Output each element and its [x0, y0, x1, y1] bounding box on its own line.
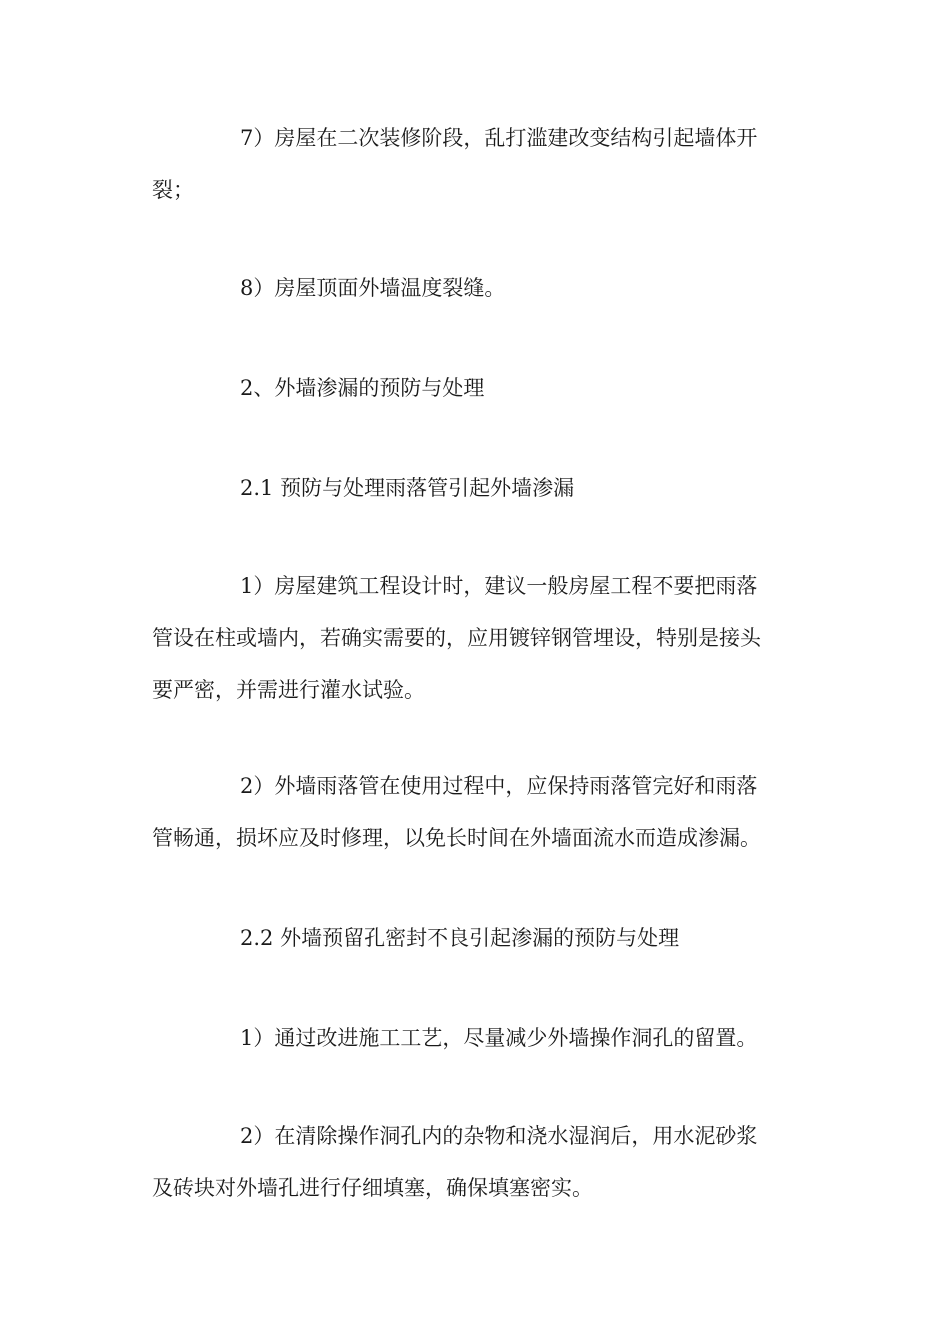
paragraph-8: [152, 1012, 802, 1064]
section-heading-2: [152, 362, 802, 414]
text-line: 管设在柱或墙内，若确实需要的，应用镀锌钢管埋设，特别是接头: [152, 626, 761, 650]
text-line: 2）外墙雨落管在使用过程中，应保持雨落管完好和雨落: [240, 774, 758, 798]
paragraph-9: [152, 1110, 802, 1214]
paragraph-6: [152, 760, 802, 864]
text-line: 及砖块对外墙孔进行仔细填塞，确保填塞密实。: [152, 1176, 593, 1200]
text-line: 1）房屋建筑工程设计时，建议一般房屋工程不要把雨落: [240, 574, 758, 598]
text-line: 2、外墙渗漏的预防与处理: [240, 376, 485, 400]
paragraph-1: [152, 112, 802, 216]
text-line: 1）通过改进施工工艺，尽量减少外墙操作洞孔的留置。: [240, 1026, 758, 1050]
subsection-heading-2-1: [152, 462, 802, 514]
paragraph-5: [152, 560, 802, 716]
paragraph-2: [152, 262, 802, 314]
subsection-heading-2-2: [152, 912, 802, 964]
text-line: 7）房屋在二次装修阶段，乱打滥建改变结构引起墙体开: [240, 126, 758, 150]
text-line: 8）房屋顶面外墙温度裂缝。: [240, 276, 506, 300]
text-line: 裂；: [152, 178, 194, 202]
text-line: 2.1 预防与处理雨落管引起外墙渗漏: [240, 476, 575, 500]
text-line: 要严密，并需进行灌水试验。: [152, 678, 425, 702]
text-line: 2.2 外墙预留孔密封不良引起渗漏的预防与处理: [240, 926, 680, 950]
text-line: 管畅通，损坏应及时修理，以免长时间在外墙面流水而造成渗漏。: [152, 826, 761, 850]
text-line: 2）在清除操作洞孔内的杂物和浇水湿润后，用水泥砂浆: [240, 1124, 758, 1148]
